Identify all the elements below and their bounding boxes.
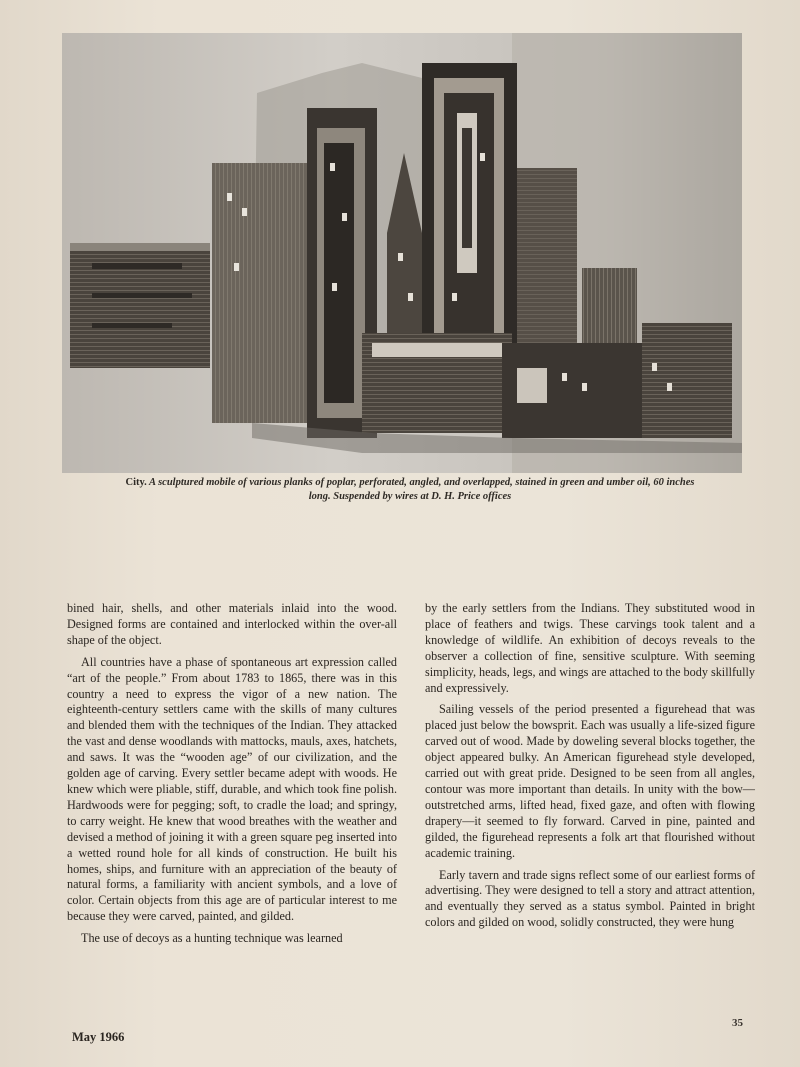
paragraph: Early tavern and trade signs reflect some of our earliest forms of advertising. They were designed to tell a story and attract attention, and eventually they served as a status symbol. Painted in bright colors and gilded on wood, solidly constructed, they were hung	[425, 867, 755, 930]
paragraph: Sailing vessels of the period presented a figurehead that was placed just below the bowsprit. Each was usually a life-sized figure carved out of wood. Made by doweling several blocks together, the object appeared bulky. An American figurehead style developed, carried out with great pride. Designed to be seen from all angles, contour was more important than details. In unity with the bow—outstretched arms, lifted head, fixed gaze, and often with flowing drapery—it seemed to fly forward. Carved in pine, painted and gilded, the figurehead represents a folk art that flourished without academic training.	[425, 702, 755, 860]
city-sculpture-photo	[62, 33, 742, 473]
paragraph: All countries have a phase of spontaneous art expression called “art of the people.” From about 1783 to 1865, there was in this country a need to express the vigor of a new nation. The eighteenth-century settlers came with the skills of many cultures and blended them with the techniques of the Indian. They attacked the vast and dense woodlands with mattocks, mauls, axes, hatchets, and saws. It was the “wooden age” of our civilization, and the golden age of carving. Every settler became adept with woods. He knew which were pliable, stiff, durable, and which took fine polish. Hardwoods were for pegging; soft, to cradle the load; and springy, to carry weight. He knew that wood breathes with the weather and devised a method of joining it with a green square peg inserted into a wetted round hole for all kinds of construction. He built his homes, ships, and furniture with an appreciation of the beauty of natural forms, a familiarity with ancient symbols, and a love of color. Certain objects from this age are of particular interest to me because they were carved, painted, and gilded.	[67, 654, 397, 924]
text-column-left	[67, 601, 397, 947]
paragraph: bined hair, shells, and other materials inlaid into the wood. Designed forms are contained and interlocked within the over-all shape of the object.	[67, 601, 397, 647]
caption-text: A sculptured mobile of various planks of poplar, perforated, angled, and overlapped, stained in green and umber oil, 60 inches long. Suspended by wires at D. H. Price offices	[149, 477, 695, 502]
paragraph: The use of decoys as a hunting technique was learned	[81, 931, 343, 946]
photo-caption	[120, 476, 700, 504]
text-column-right	[425, 601, 755, 931]
issue-date: May 1966	[72, 1030, 125, 1044]
caption-title: City.	[125, 477, 147, 488]
paragraph: by the early settlers from the Indians. They substituted wood in place of feathers and twigs. These carvings took talent and a knowledge of wildlife. An exhibition of decoys reveals to the observer a collection of fine, sensitive sculpture. With seeming simplicity, heads, legs, and wings are attached to the body skillfully and expressively.	[425, 601, 755, 695]
city-mobile-sculpture-photo-icon	[62, 33, 742, 473]
page-number: 35	[732, 1017, 743, 1029]
